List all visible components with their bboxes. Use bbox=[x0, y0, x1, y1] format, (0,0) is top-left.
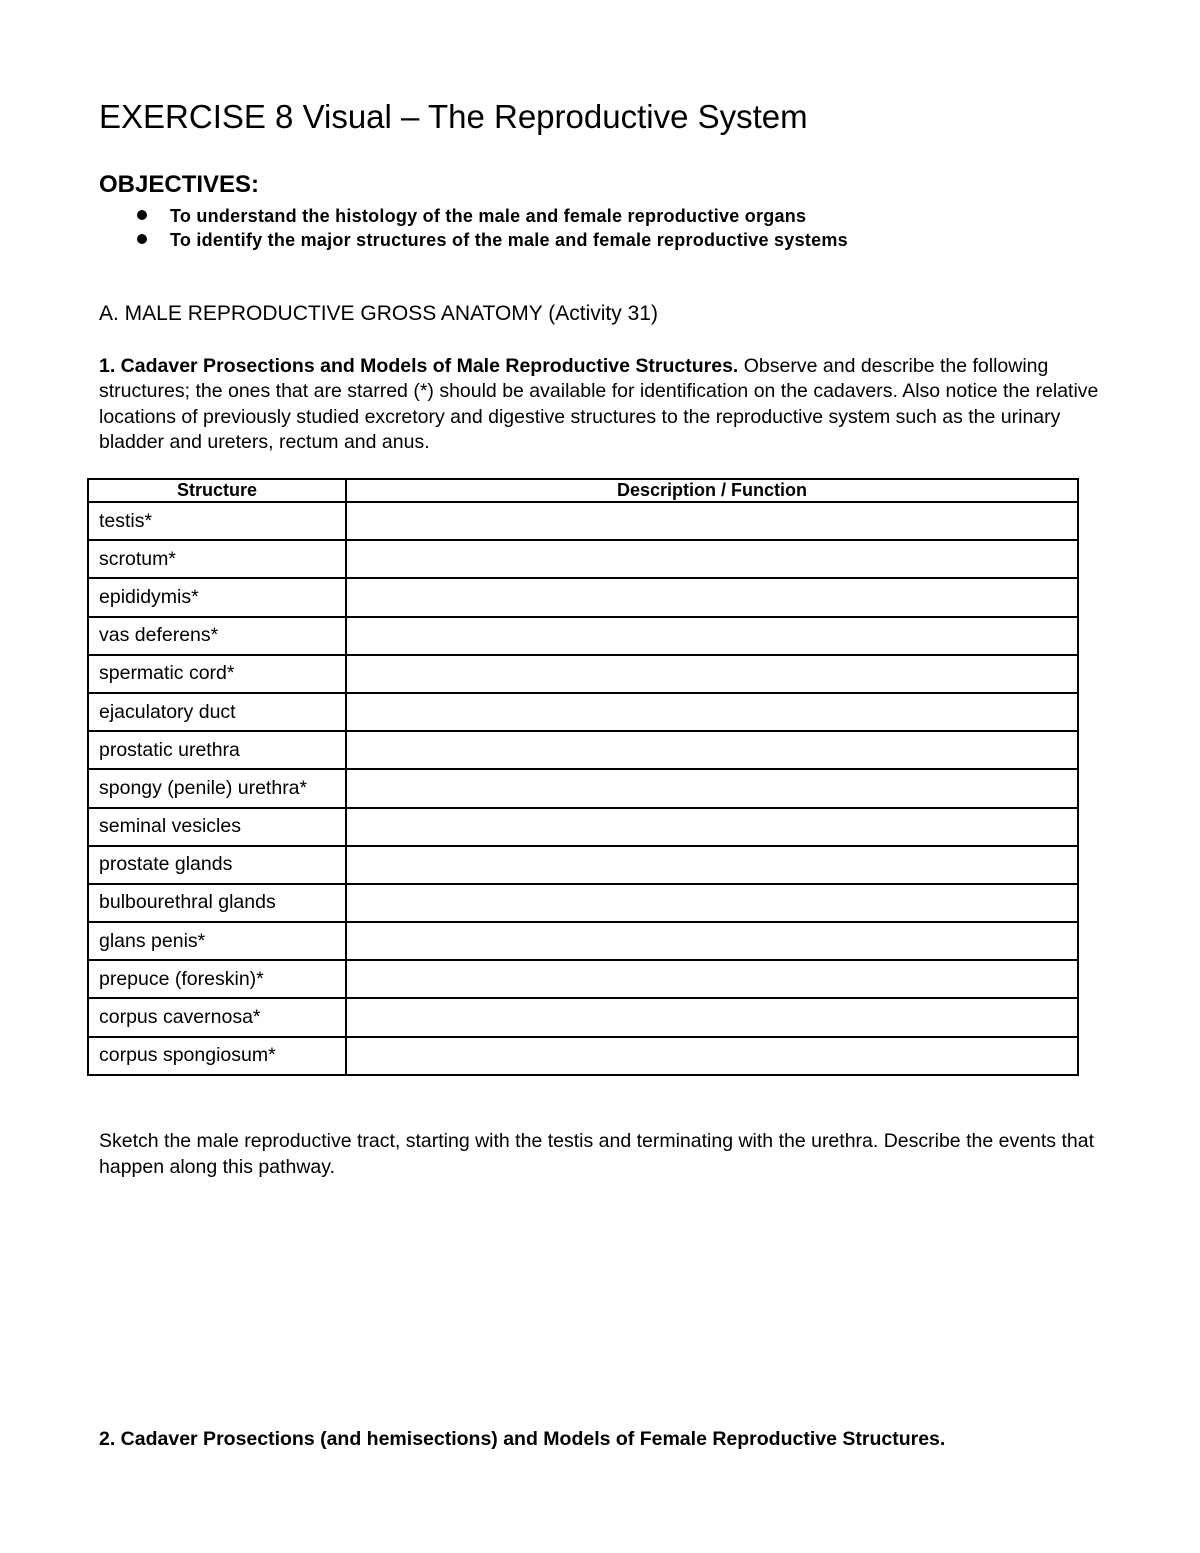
section-a-heading: A. MALE REPRODUCTIVE GROSS ANATOMY (Activity 31) bbox=[99, 302, 658, 325]
page-title: EXERCISE 8 Visual – The Reproductive System bbox=[99, 98, 808, 135]
section-a-intro bbox=[99, 354, 1099, 455]
description-cell[interactable] bbox=[346, 731, 1078, 769]
structure-cell: spongy (penile) urethra* bbox=[88, 769, 346, 807]
table-row bbox=[88, 808, 1078, 846]
structures-table bbox=[87, 478, 1079, 1076]
description-cell[interactable] bbox=[346, 617, 1078, 655]
description-cell[interactable] bbox=[346, 960, 1078, 998]
bullet-icon bbox=[137, 210, 147, 220]
table-row bbox=[88, 884, 1078, 922]
table-row bbox=[88, 998, 1078, 1036]
description-cell[interactable] bbox=[346, 655, 1078, 693]
table-row bbox=[88, 655, 1078, 693]
description-cell[interactable] bbox=[346, 502, 1078, 540]
description-cell[interactable] bbox=[346, 769, 1078, 807]
structure-cell: epididymis* bbox=[88, 578, 346, 616]
structure-cell: prostate glands bbox=[88, 846, 346, 884]
description-cell[interactable] bbox=[346, 846, 1078, 884]
structure-cell: scrotum* bbox=[88, 540, 346, 578]
table-row bbox=[88, 960, 1078, 998]
table-row bbox=[88, 922, 1078, 960]
table-row bbox=[88, 769, 1078, 807]
description-cell[interactable] bbox=[346, 808, 1078, 846]
structure-cell: corpus cavernosa* bbox=[88, 998, 346, 1036]
structure-cell: spermatic cord* bbox=[88, 655, 346, 693]
structure-cell: seminal vesicles bbox=[88, 808, 346, 846]
structure-cell: prostatic urethra bbox=[88, 731, 346, 769]
table-row bbox=[88, 693, 1078, 731]
table-body bbox=[88, 502, 1078, 1075]
objectives-list bbox=[99, 204, 848, 252]
objective-text: To identify the major structures of the male and female reproductive systems bbox=[170, 230, 848, 250]
description-cell[interactable] bbox=[346, 884, 1078, 922]
structure-cell: vas deferens* bbox=[88, 617, 346, 655]
structure-cell: bulbourethral glands bbox=[88, 884, 346, 922]
objectives-heading: OBJECTIVES: bbox=[99, 171, 260, 198]
header-structure: Structure bbox=[88, 479, 346, 502]
table-row bbox=[88, 846, 1078, 884]
objective-item bbox=[99, 228, 848, 252]
table-row bbox=[88, 617, 1078, 655]
structure-cell: prepuce (foreskin)* bbox=[88, 960, 346, 998]
objective-text: To understand the histology of the male and female reproductive organs bbox=[170, 206, 807, 226]
structure-cell: glans penis* bbox=[88, 922, 346, 960]
table-row bbox=[88, 578, 1078, 616]
structure-cell: testis* bbox=[88, 502, 346, 540]
section-2-heading: 2. Cadaver Prosections (and hemisections) and Models of Female Reproductive Structures. bbox=[99, 1428, 946, 1450]
description-cell[interactable] bbox=[346, 922, 1078, 960]
structure-cell: ejaculatory duct bbox=[88, 693, 346, 731]
table-header-row bbox=[88, 479, 1078, 502]
sketch-prompt: Sketch the male reproductive tract, starting with the testis and terminating with the urethra. Describe the events that happen along this pathway. bbox=[99, 1130, 1094, 1178]
header-description: Description / Function bbox=[346, 479, 1078, 502]
description-cell[interactable] bbox=[346, 1037, 1078, 1075]
intro-lead: 1. Cadaver Prosections and Models of Male Reproductive Structures. bbox=[99, 355, 739, 377]
table-row bbox=[88, 540, 1078, 578]
structure-cell: corpus spongiosum* bbox=[88, 1037, 346, 1075]
description-cell[interactable] bbox=[346, 540, 1078, 578]
description-cell[interactable] bbox=[346, 998, 1078, 1036]
description-cell[interactable] bbox=[346, 578, 1078, 616]
objective-item bbox=[99, 204, 848, 228]
description-cell[interactable] bbox=[346, 693, 1078, 731]
table-row bbox=[88, 502, 1078, 540]
bullet-icon bbox=[137, 234, 147, 244]
intro-text: Observe and describe the following structures; the ones that are starred (*) should be available for identification on the cadavers. Also notice the relative locations of previously studied excretory and digestive structures to the reproductive system such as the urinary bladder and ureters, rectum and anus. bbox=[99, 355, 1099, 453]
table-row bbox=[88, 1037, 1078, 1075]
table-row bbox=[88, 731, 1078, 769]
